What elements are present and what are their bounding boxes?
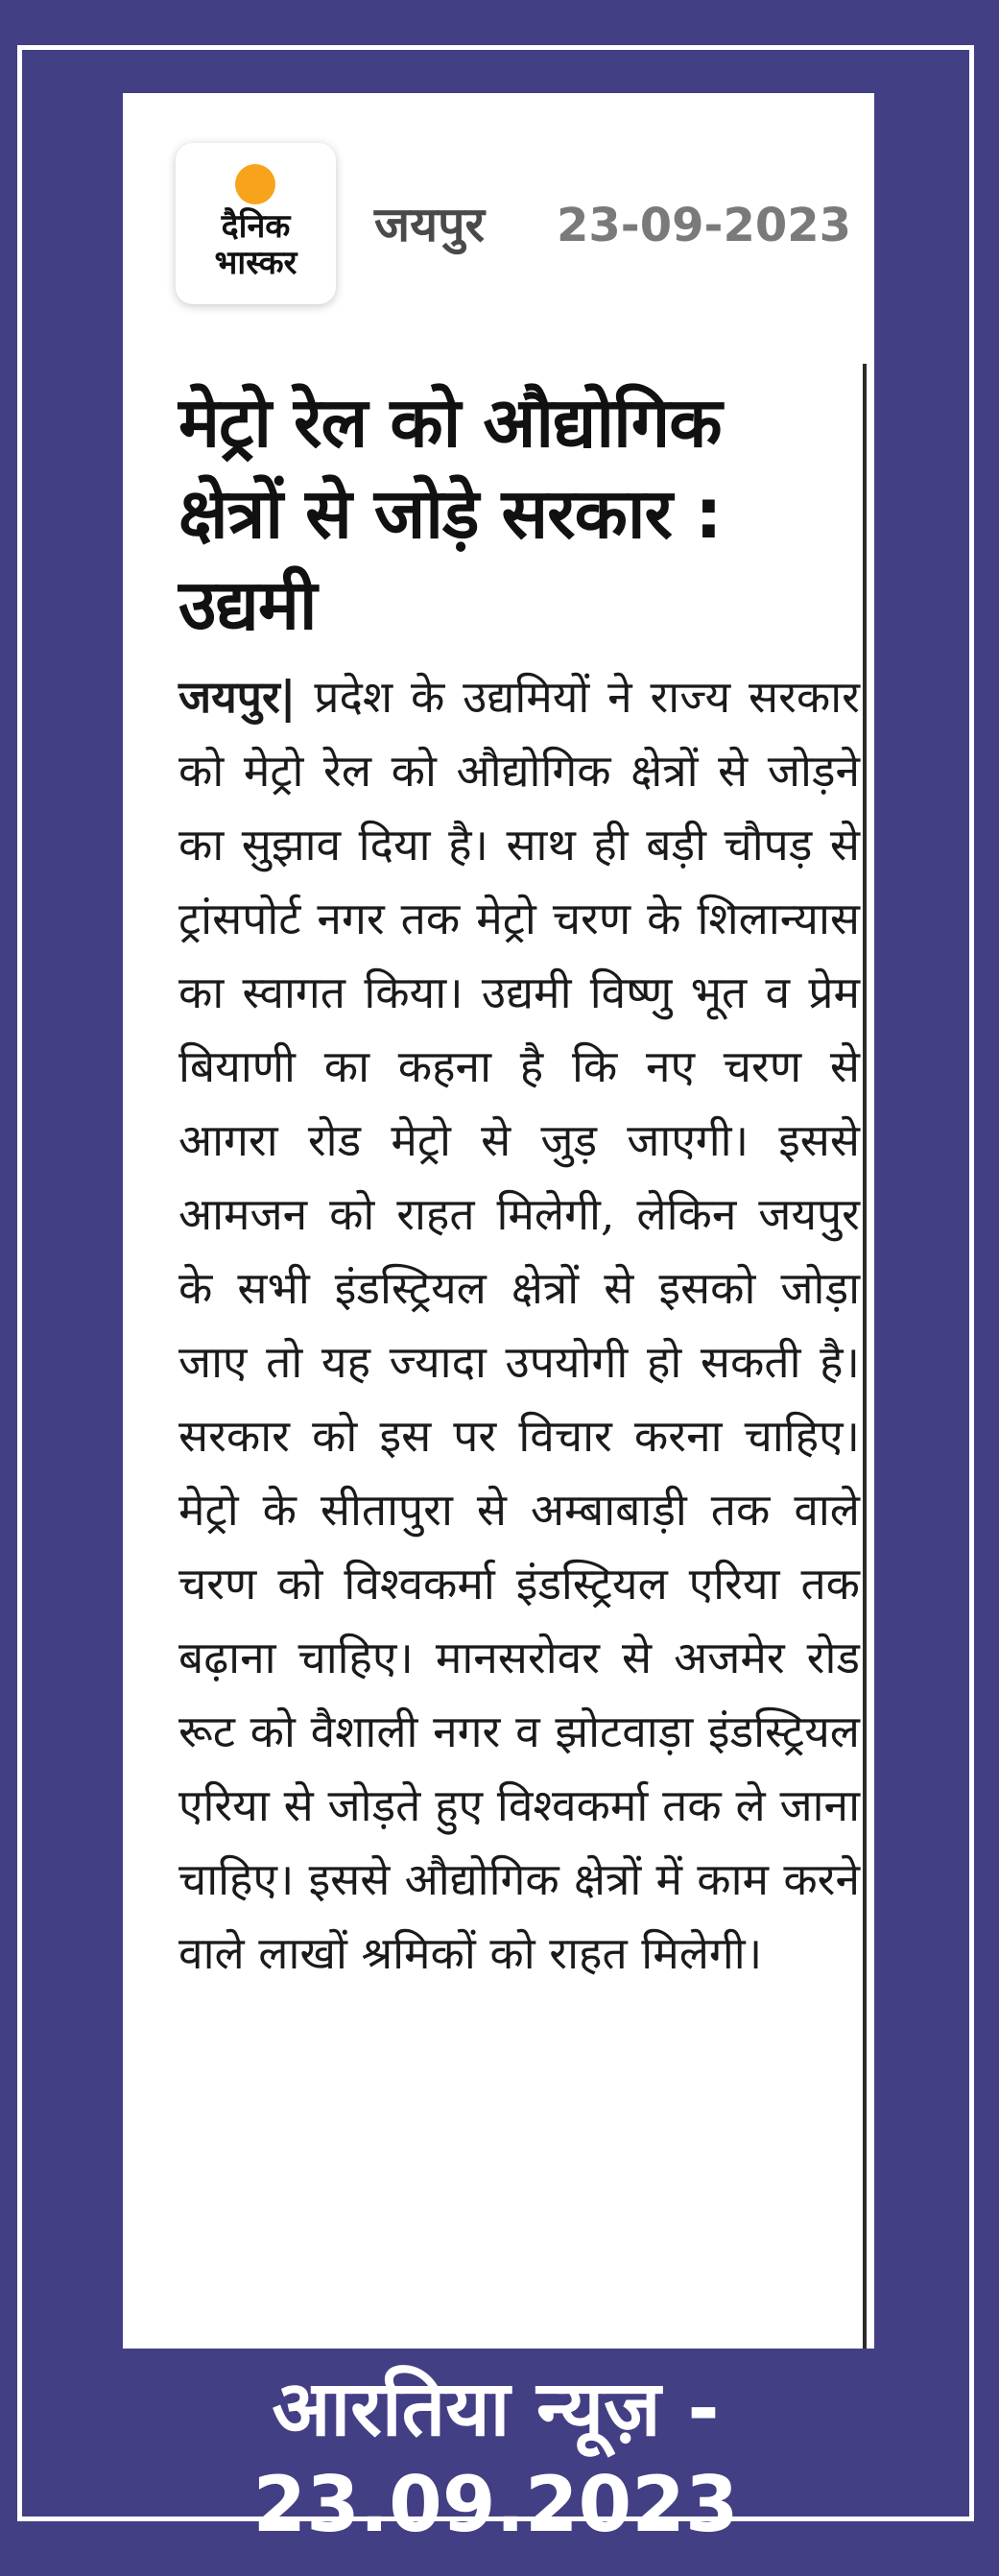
newspaper-clipping: [123, 93, 874, 2349]
dainik-bhaskar-logo: [176, 143, 336, 304]
clipping-header: [123, 93, 874, 371]
article-dateline: जयपुर|: [178, 671, 297, 723]
sun-dot-icon: [235, 164, 275, 204]
article-body: [178, 660, 860, 1991]
news-article: [178, 377, 860, 1991]
cut-off-next-headline: [286, 2329, 785, 2349]
article-text: प्रदेश के उद्यमियों ने राज्य सरकार को मेट्रो रेल को औद्योगिक क्षेत्रों से जोड़ने का सुझाव दिया है। साथ ही बड़ी चौपड़ से ट्रांसपोर्ट नगर तक मेट्रो चरण के शिलान्यास का स्वागत किया। उद्यमी विष्णु भूत व प्रेम बियाणी का कहना है कि नए चरण से आगरा रोड मेट्रो से जुड़ जाएगी। इससे आमजन को राहत मिलेगी, लेकिन जयपुर के सभी इंडस्ट्रियल क्षेत्रों से इसको जोड़ा जाए तो यह ज्यादा उपयोगी हो सकती है। सरकार को इस पर विचार करना चाहिए। मेट्रो के सीतापुरा से अम्बाबाड़ी तक वाले चरण को विश्वकर्मा इंडस्ट्रियल एरिया तक बढ़ाना चाहिए। मानसरोवर से अजमेर रोड रूट को वैशाली नगर व झोटवाड़ा इंडस्ट्रियल एरिया से जोड़ते हुए विश्वकर्मा तक ले जाना चाहिए। इससे औद्योगिक क्षेत्रों में काम करने वाले लाखों श्रमिकों को राहत मिलेगी।: [178, 671, 860, 1979]
headline-line2: क्षेत्रों से जोड़े सरकार : उद्यमी: [178, 473, 722, 645]
logo-text-line2: भास्कर: [214, 244, 297, 282]
edition-city: जयपुर: [374, 197, 485, 252]
article-headline: [178, 377, 860, 651]
footer-caption: आरतिया न्यूज़ - 23.09.2023: [252, 2364, 739, 2549]
edition-date: 23-09-2023: [557, 199, 852, 252]
column-divider: [863, 364, 867, 2349]
logo-text-line1: दैनिक: [221, 207, 291, 246]
headline-line1: मेट्रो रेल को औद्योगिक: [178, 382, 722, 463]
